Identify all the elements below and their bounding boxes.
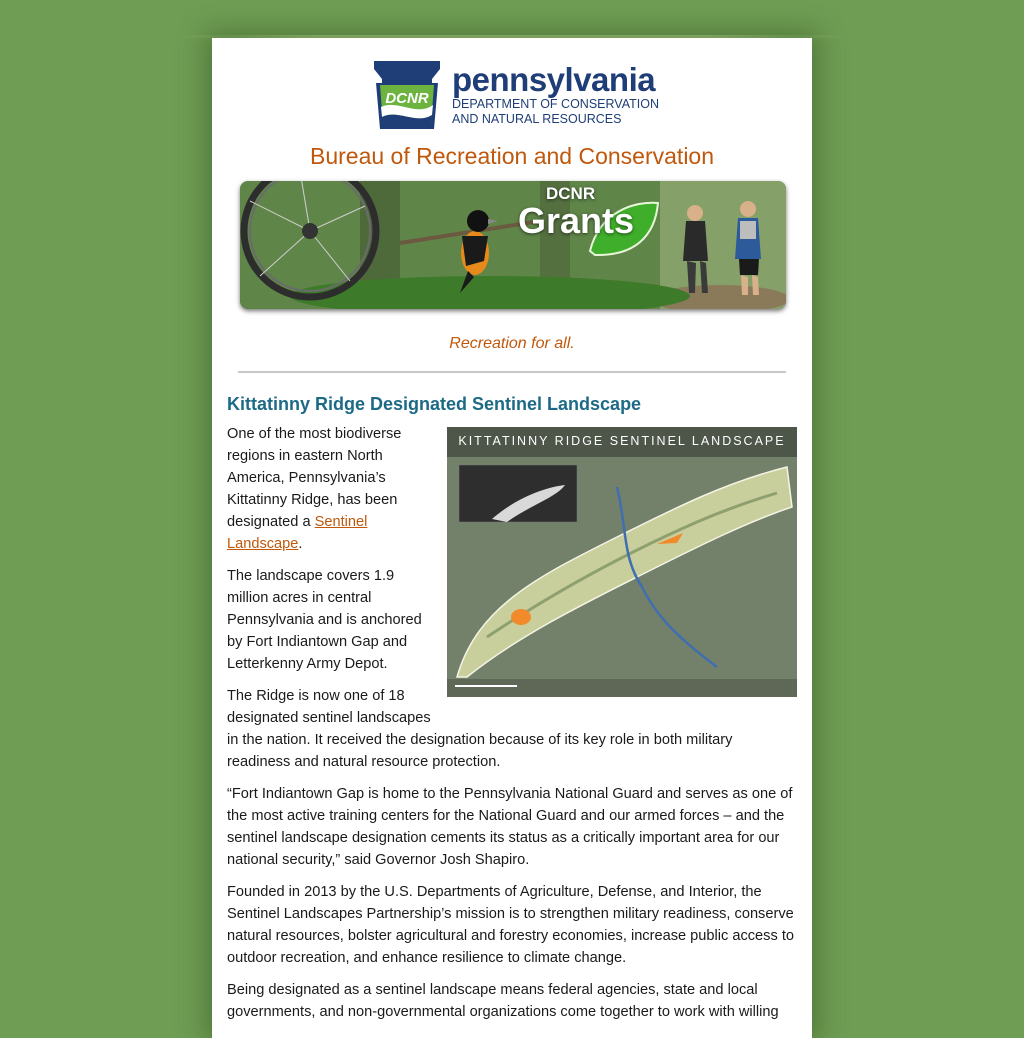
newsletter-card xyxy=(212,38,812,1038)
banner-small-text: DCNR xyxy=(546,184,596,203)
logo-name: pennsylvania xyxy=(452,61,656,98)
banner-big-text: Grants xyxy=(518,200,635,241)
paragraph-3: The Ridge is now one of 18 designated sentinel landscapes in the nation. It received the designation because of its key role in both military readiness and natural resource protection. xyxy=(227,688,733,770)
sentinel-landscape-link[interactable]: Sentinel Landscape xyxy=(227,514,368,552)
paragraph-4: “Fort Indiantown Gap is home to the Pennsylvania National Guard and serves as one of the most active training centers for the National Guard and our armed forces – and the sentinel landscape designation cements its status as a critically important area for our national security,” said Governor Josh Shapiro. xyxy=(227,786,793,868)
tagline: Recreation for all. xyxy=(449,335,575,352)
paragraph-6: Being designated as a sentinel landscape means federal agencies, state and local governments, and non-governmental organizations come together to work with willing xyxy=(227,982,779,1020)
article-title[interactable]: Kittatinny Ridge Designated Sentinel Landscape xyxy=(227,394,642,414)
map-title: KITTATINNY RIDGE SENTINEL LANDSCAPE xyxy=(458,434,786,448)
paragraph-1-before: One of the most biodiverse regions in eastern North America, Pennsylvania’s Kittatinny Ridge, has been designated a xyxy=(227,426,402,530)
logo-dept-line2: AND NATURAL RESOURCES xyxy=(452,112,622,126)
bureau-title: Bureau of Recreation and Conservation xyxy=(309,143,715,169)
logo-dept-line1: DEPARTMENT OF CONSERVATION xyxy=(452,97,659,111)
paragraph-5: Founded in 2013 by the U.S. Departments of Agriculture, Defense, and Interior, the Sentinel Landscapes Partnership’s mission is to strengthen military readiness, conserve natural resources, bolster agricultural and forestry economies, increase public access to outdoor recreation, and enhance resilience to climate change. xyxy=(227,884,794,966)
dcnr-logo[interactable] xyxy=(372,59,662,131)
banner-artwork xyxy=(240,181,786,309)
keystone-logo-icon xyxy=(372,59,442,131)
article-body xyxy=(227,423,799,1033)
map-float-spacer xyxy=(435,423,799,719)
grants-banner[interactable] xyxy=(240,181,786,309)
paragraph-1-after: . xyxy=(298,536,303,552)
logo-mark-text: DCNR xyxy=(385,90,429,107)
paragraph-2: The landscape covers 1.9 million acres in central Pennsylvania and is anchored by Fort Indiantown Gap and Letterkenny Army Depot. xyxy=(227,568,422,672)
banner-title xyxy=(518,185,634,239)
divider xyxy=(238,371,786,373)
